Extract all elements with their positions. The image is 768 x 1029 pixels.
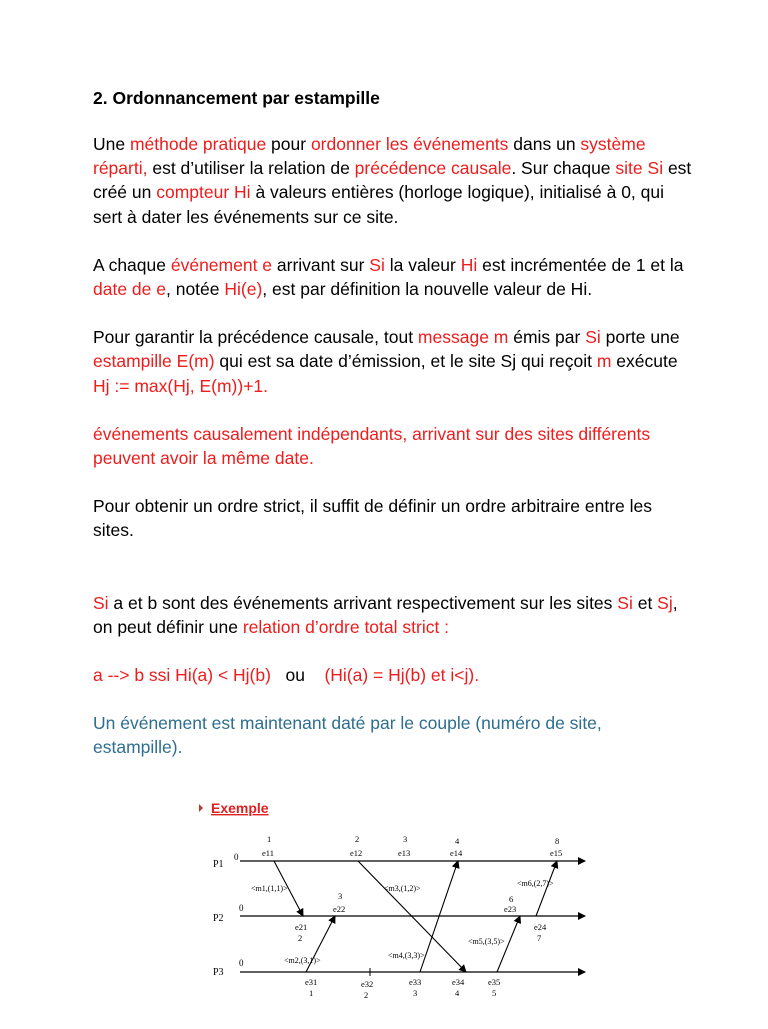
process-label-p2: P2 (213, 913, 224, 924)
event-e35: e35 (488, 977, 501, 987)
event-e13: e13 (398, 848, 411, 858)
event-e23: e23 (504, 904, 517, 914)
message-label-m5: <m5,(3,5)> (468, 937, 505, 946)
event-e15: e15 (550, 848, 563, 858)
paragraph-8: Un événement est maintenant daté par le couple (numéro de site, estampille). (93, 713, 602, 758)
event-e24: e24 (534, 922, 547, 932)
process-label-p3: P3 (213, 967, 224, 978)
clock-zero-p1: 0 (234, 852, 239, 862)
lamport-clock-diagram (190, 798, 610, 1024)
paragraph-5: Pour obtenir un ordre strict, il suffit de définir un ordre arbitraire entre les sites. (93, 496, 652, 541)
event-e33: e33 (409, 977, 422, 987)
stamp-e14: 4 (455, 836, 460, 846)
stamp-e21: 2 (298, 933, 303, 943)
document-page (93, 86, 693, 784)
triangle-bullet-icon (199, 804, 203, 812)
message-label-m4: <m4,(3,3)> (388, 951, 425, 960)
message-label-m3: <m3,(1,2)> (384, 884, 421, 893)
message-arrow-m6 (536, 861, 557, 916)
event-e32: e32 (361, 979, 374, 989)
message-label-m6: <m6,(2,7)> (517, 879, 554, 888)
clock-zero-p3: 0 (239, 958, 244, 968)
message-label-m1: <m1,(1,1)> (251, 884, 288, 893)
stamp-e32: 2 (364, 990, 369, 1000)
stamp-e22: 3 (338, 891, 343, 901)
clock-zero-p2: 0 (239, 903, 244, 913)
paragraph-7: a --> b ssi Hi(a) < Hj(b) ou (Hi(a) = Hj(b) et i<j). (93, 665, 480, 686)
stamp-e31: 1 (309, 988, 314, 998)
event-e22: e22 (333, 904, 346, 914)
stamp-e33: 3 (413, 988, 418, 998)
event-e34: e34 (452, 977, 465, 987)
example-diagram (190, 798, 610, 1024)
paragraph-3: Pour garantir la précédence causale, tout message m émis par Si porte une estampille E(m) qui est sa date d’émission, et le site Sj qui reçoit m exécute Hj := max(Hj, E(m))+1. (93, 327, 680, 396)
section-title: 2. Ordonnancement par estampille (93, 88, 380, 108)
paragraph-4: événements causalement indépendants, arrivant sur des sites différents peuvent avoir la même date. (93, 423, 651, 469)
event-e12: e12 (350, 848, 363, 858)
event-e14: e14 (450, 848, 463, 858)
stamp-e12: 2 (355, 834, 360, 844)
paragraph-6: Si a et b sont des événements arrivant respectivement sur les sites Si et Sj, on peut définir une relation d’ordre total strict : (93, 592, 678, 637)
event-e31: e31 (305, 977, 318, 987)
stamp-e34: 4 (455, 988, 460, 998)
stamp-e11: 1 (267, 834, 272, 844)
stamp-e35: 5 (492, 988, 497, 998)
process-label-p1: P1 (213, 859, 224, 870)
stamp-e15: 8 (555, 836, 560, 846)
event-e21: e21 (295, 922, 308, 932)
message-label-m2: <m2,(3,1)> (284, 956, 321, 965)
event-e11: e11 (262, 848, 274, 858)
paragraph-1: Une méthode pratique pour ordonner les événements dans un système réparti, est d’utiliser la relation de précédence causale. Sur chaque site Si est créé un compteur Hi à valeurs entières (horloge logique), initialisé à 0, qui sert à dater les événements sur ce site. (93, 134, 692, 227)
stamp-e23: 6 (509, 894, 514, 904)
stamp-e13: 3 (403, 834, 408, 844)
paragraph-2: A chaque événement e arrivant sur Si la valeur Hi est incrémentée de 1 et la date de e, notée Hi(e), est par définition la nouvelle valeur de Hi. (93, 254, 684, 300)
stamp-e24: 7 (537, 933, 542, 943)
example-label: Exemple (211, 800, 269, 816)
